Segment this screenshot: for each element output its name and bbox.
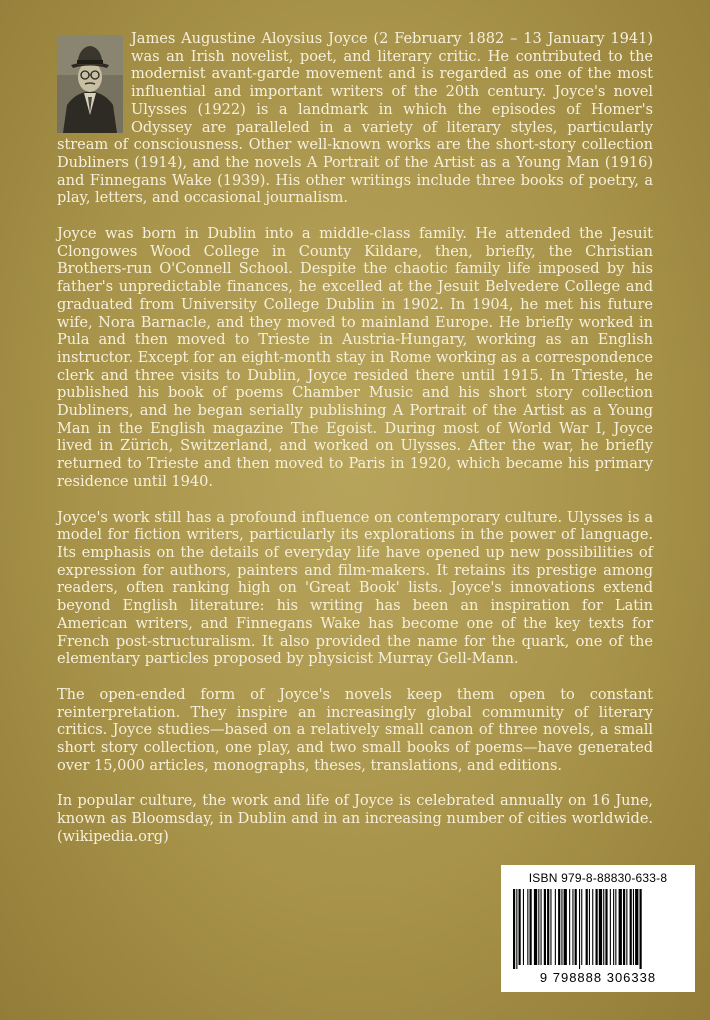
bio-paragraph-4: The open-ended form of Joyce's novels keep them open to constant reinterpretation. They inspire an increasingly global community of literary critics. Joyce studies—based on a relatively small canon of three novels, a small short story collection, one play, and two small books of poems—have generated over 15,000 articles, monographs, theses, translations, and editions. [57,685,653,774]
bio-paragraph-2: Joyce was born in Dublin into a middle-class family. He attended the Jesuit Clongowes Wood College in County Kildare, then, briefly, the Christian Brothers-run O'Connell School. Despite the chaotic family life imposed by his father's unpredictable finances, he excelled at the Jesuit Belvedere College and graduated from University College Dublin in 1902. In 1904, he met his future wife, Nora Barnacle, and they moved to mainland Europe. He briefly worked in Pula and then moved to Trieste in Austria-Hungary, working as an English instructor. Except for an eight-month stay in Rome working as a correspondence clerk and three visits to Dublin, Joyce resided there until 1915. In Trieste, he published his book of poems Chamber Music and his short story collection Dubliners, and he began serially publishing A Portrait of the Artist as a Young Man in the English magazine The Egoist. During most of World War I, Joyce lived in Zürich, Switzerland, and worked on Ulysses. After the war, he briefly returned to Trieste and then moved to Paris in 1920, which became his primary residence until 1940. [57,225,653,490]
bio-paragraph-1: James Augustine Aloysius Joyce (2 February 1882 – 13 January 1941) was an Irish novelist, poet, and literary critic. He contributed to the modernist avant-garde movement and is regarded as one of the most influential and important writers of the 20th century. Joyce's novel Ulysses (1922) is a landmark in which the episodes of Homer's Odyssey are paralleled in a variety of literary styles, particularly stream of consciousness. Other well-known works are the short-story collection Dubliners (1914), and the novels A Portrait of the Artist as a Young Man (1916) and Finnegans Wake (1939). His other writings include three books of poetry, a play, letters, and occasional journalism. [57,30,653,207]
bio-paragraph-5: In popular culture, the work and life of Joyce is celebrated annually on 16 June, known as Bloomsday, in Dublin and in an increasing number of cities worldwide. (wikipedia.org) [57,792,653,845]
barcode-icon [511,889,685,969]
isbn-barcode-box [501,865,695,992]
bio-paragraph-3: Joyce's work still has a profound influence on contemporary culture. Ulysses is a model for fiction writers, particularly its explorations in the power of language. Its emphasis on the details of everyday life have opened up new possibilities of expression for authors, painters and film-makers. It retains its prestige among readers, often ranking high on 'Great Book' lists. Joyce's innovations extend beyond English literature: his writing has been an inspiration for Latin American writers, and Finnegans Wake has become one of the key texts for French post-structuralism. It also provided the name for the quark, one of the elementary particles proposed by physicist Murray Gell-Mann. [57,508,653,668]
isbn-label: ISBN 979-8-88830-633-8 [528,871,668,885]
isbn-digits: 9 798888 306338 [539,970,657,985]
back-cover-text [57,30,653,864]
portrait-photo [57,35,123,133]
